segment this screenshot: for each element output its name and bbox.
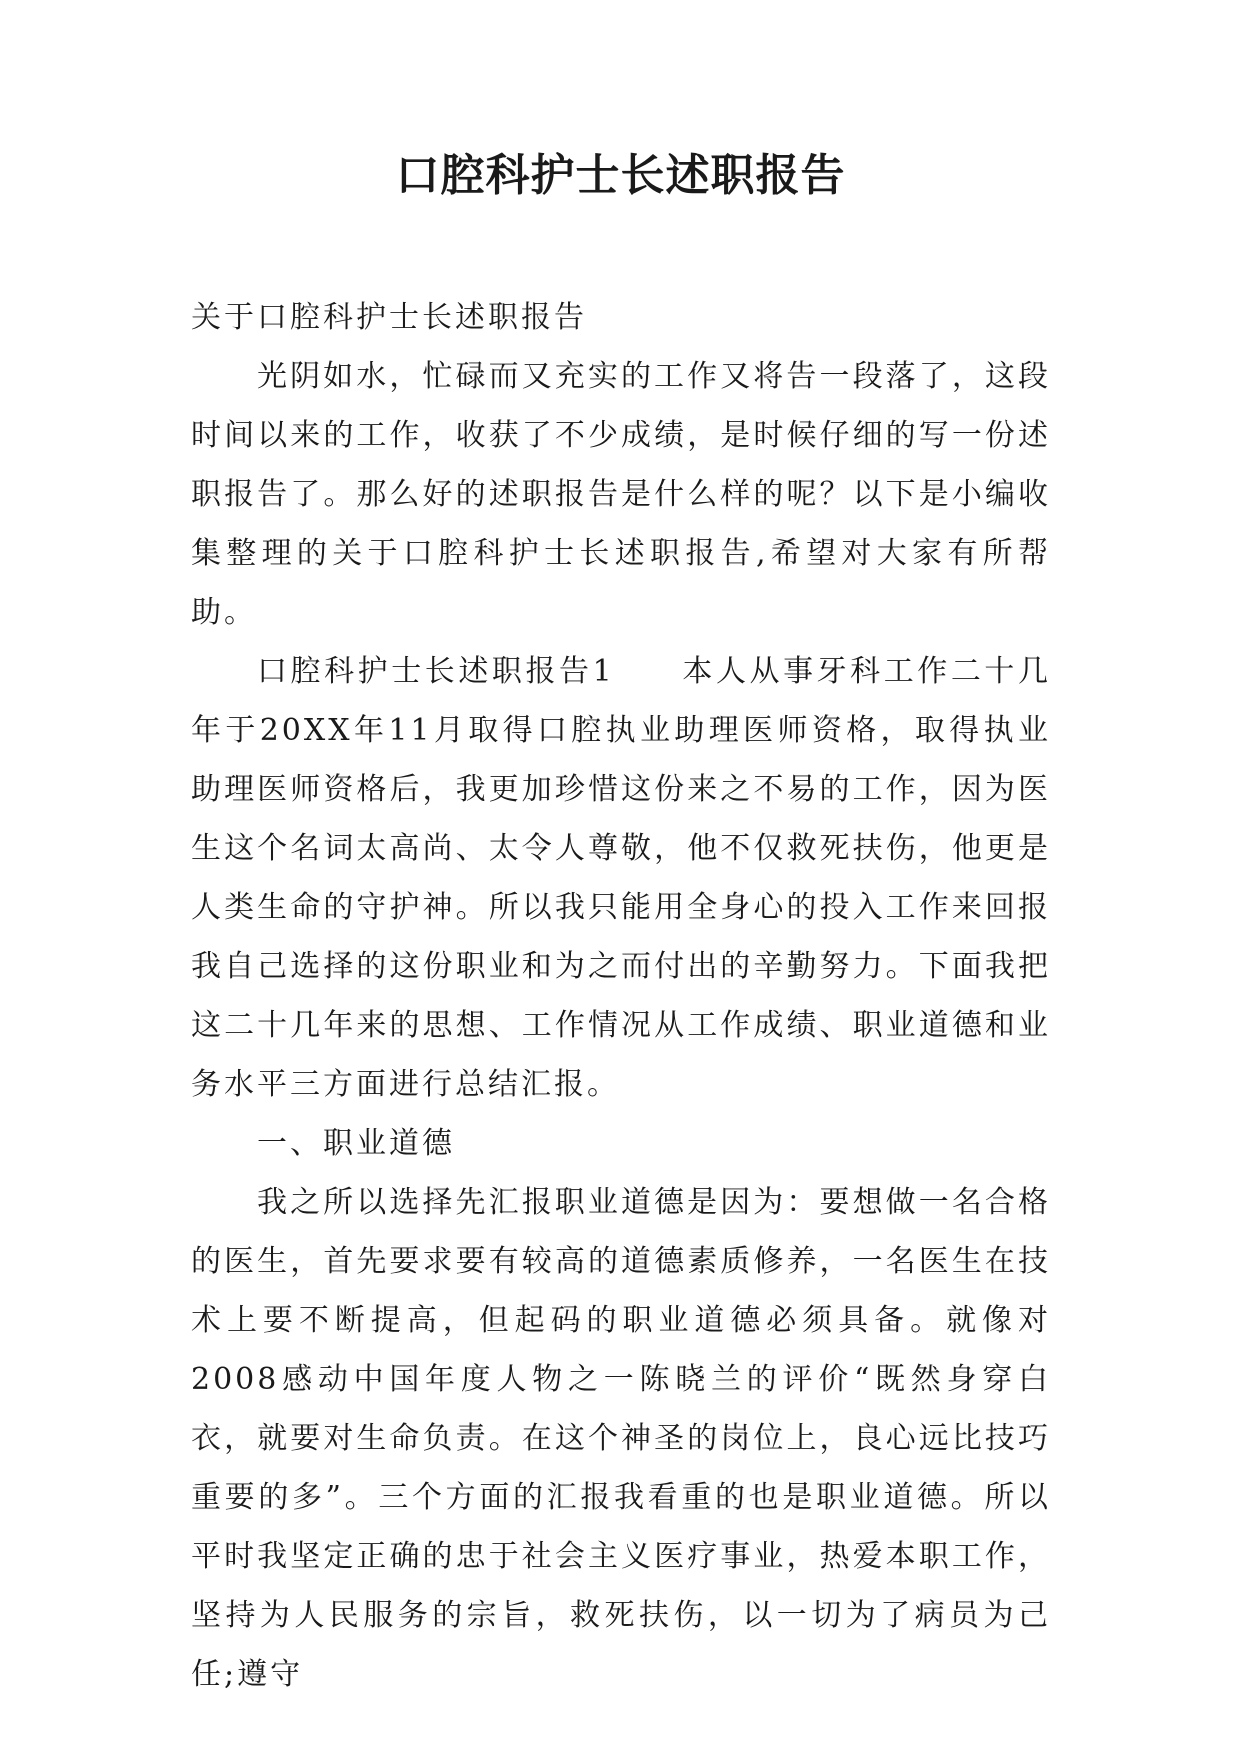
ethics-paragraph: 我之所以选择先汇报职业道德是因为：要想做一名合格的医生，首先要求要有较高的道德素质修养，一名医生在技术上要不断提高，但起码的职业道德必须具备。就像对2008感动中国年度人物之一陈晓兰的评价“既然身穿白衣，就要对生命负责。在这个神圣的岗位上，良心远比技巧重要的多”。三个方面的汇报我看重的也是职业道德。所以平时我坚定正确的忠于社会主义医疗事业，热爱本职工作，坚持为人民服务的宗旨，救死扶伤，以一切为了病员为己任;遵守 xyxy=(191,1185,1051,1692)
intro-paragraph: 光阴如水，忙碌而又充实的工作又将告一段落了，这段时间以来的工作，收获了不少成绩，是时候仔细的写一份述职报告了。那么好的述职报告是什么样的呢？以下是小编收集整理的关于口腔科护士长述职报告,希望对大家有所帮助。 xyxy=(191,359,1051,630)
section-heading: 一、职业道德 xyxy=(257,1126,455,1161)
document-body xyxy=(191,288,1051,1704)
document-title: 口腔科护士长述职报告 xyxy=(395,150,846,201)
report-1-paragraph: 口腔科护士长述职报告1 本人从事牙科工作二十几年于20XX年11月取得口腔执业助理医师资格，取得执业助理医师资格后，我更加珍惜这份来之不易的工作，因为医生这个名词太高尚、太令人尊敬，他不仅救死扶伤，他更是人类生命的守护神。所以我只能用全身心的投入工作来回报我自己选择的这份职业和为之而付出的辛勤努力。下面我把这二十几年来的思想、工作情况从工作成绩、职业道德和业务水平三方面进行总结汇报。 xyxy=(191,654,1051,1102)
subtitle-paragraph: 关于口腔科护士长述职报告 xyxy=(191,300,587,335)
